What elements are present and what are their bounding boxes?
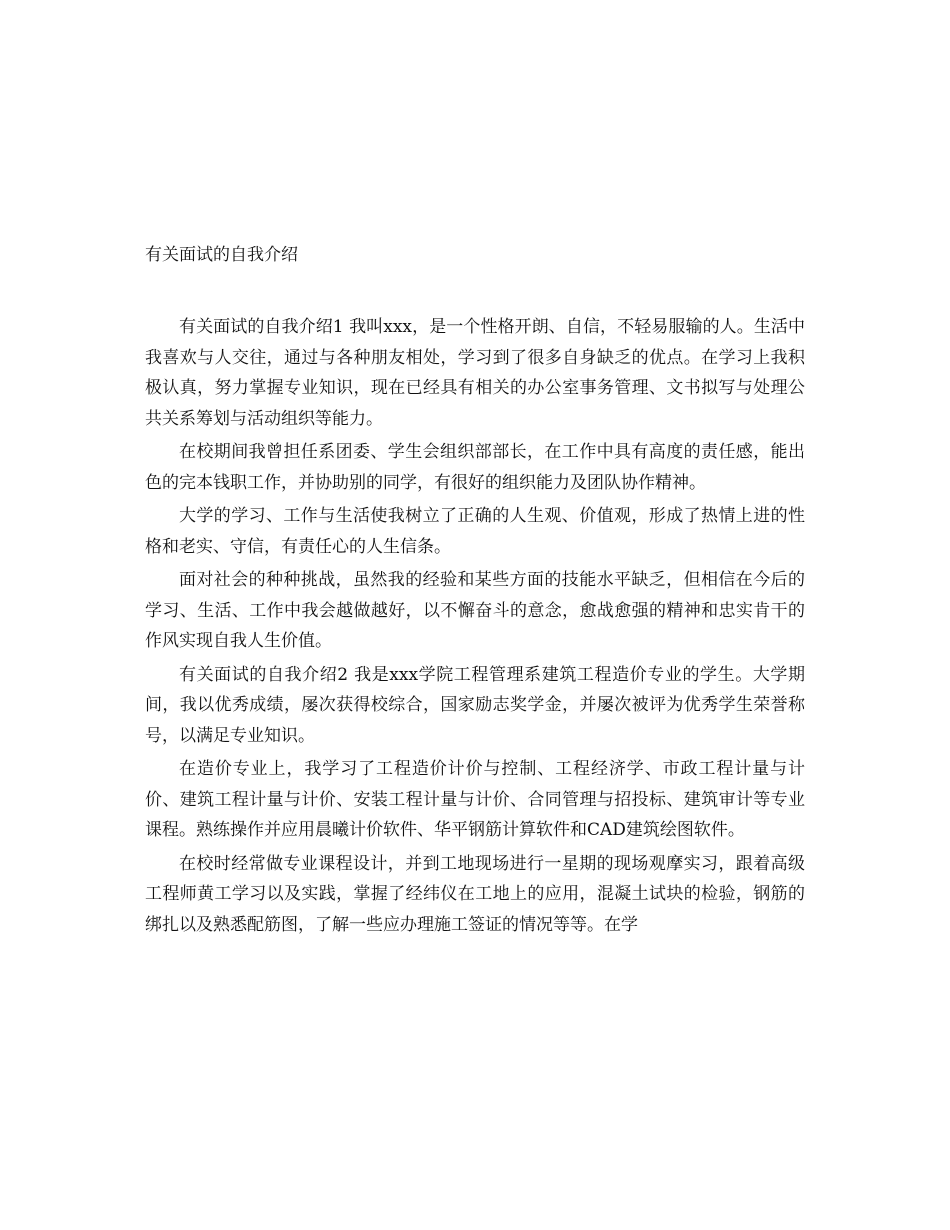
paragraph: 面对社会的种种挑战，虽然我的经验和某些方面的技能水平缺乏，但相信在今后的学习、生活、工作中我会越做越好，以不懈奋斗的意念，愈战愈强的精神和忠实肯干的作风实现自我人生价值。 (145, 570, 805, 651)
paragraph: 有关面试的自我介绍1 我叫xxx，是一个性格开朗、自信，不轻易服输的人。生活中我喜欢与人交往，通过与各种朋友相处，学习到了很多自身缺乏的优点。在学习上我积极认真，努力掌握专业知识，现在已经具有相关的办公室事务管理、文书拟写与处理公共关系筹划与活动组织等能力。 (145, 317, 805, 429)
paragraph: 在校时经常做专业课程设计，并到工地现场进行一星期的现场观摩实习，跟着高级工程师黄工学习以及实践，掌握了经纬仪在工地上的应用，混凝土试块的检验，钢筋的绑扎以及熟悉配筋图，了解一些应办理施工签证的情况等等。在学 (145, 853, 805, 935)
document-body (145, 312, 805, 943)
paragraph: 有关面试的自我介绍2 我是xxx学院工程管理系建筑工程造价专业的学生。大学期间，我以优秀成绩，屡次获得校综合，国家励志奖学金，并屡次被评为优秀学生荣誉称号，以满足专业知识。 (145, 664, 805, 746)
document-page (145, 0, 805, 1230)
paragraph: 大学的学习、工作与生活使我树立了正确的人生观、价值观，形成了热情上进的性格和老实、守信，有责任心的人生信条。 (145, 506, 805, 557)
paragraph: 在造价专业上，我学习了工程造价计价与控制、工程经济学、市政工程计量与计价、建筑工程计量与计价、安装工程计量与计价、合同管理与招投标、建筑审计等专业课程。熟练操作并应用晨曦计价软件、华平钢筋计算软件和CAD建筑绘图软件。 (145, 759, 805, 840)
paragraph: 在校期间我曾担任系团委、学生会组织部部长，在工作中具有高度的责任感，能出色的完本钱职工作，并协助别的同学，有很好的组织能力及团队协作精神。 (145, 442, 805, 493)
document-title: 有关面试的自我介绍 (145, 245, 298, 265)
